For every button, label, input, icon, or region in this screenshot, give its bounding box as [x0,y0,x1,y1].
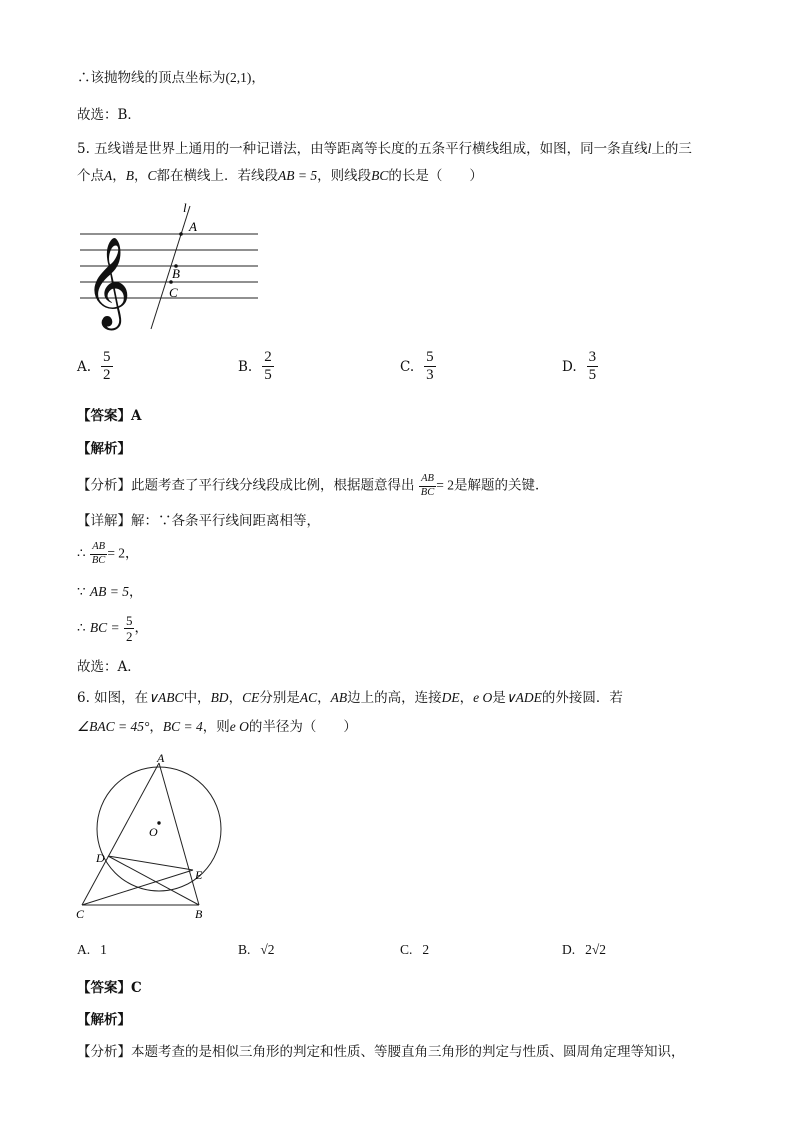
center-O [157,821,160,824]
fraction-5-2 [124,614,135,643]
math-var: BD [210,690,229,705]
math-var: C [147,168,157,183]
text: 6. 如图，在 [77,690,149,706]
circumcircle-O [97,767,221,891]
analysis-header-6: 【解析】 [77,1012,131,1028]
numerator: 5 [103,349,111,365]
detail-5: 【详解】解：∵各条平行线间距离相等， [77,513,320,529]
math-var: AB [330,690,348,705]
denominator: BC [91,554,106,566]
text-line: 故选：B． [77,107,141,123]
numerator: 2 [264,349,272,365]
math-expr: ∨ADE [505,690,542,705]
question-6-line-2 [77,717,357,737]
option-fraction [587,350,599,383]
text: 是解题的关键． [453,477,549,494]
q6-option-b[interactable] [238,942,275,958]
denominator: 3 [426,367,434,383]
text: ， [134,168,148,184]
option-fraction [262,350,274,383]
q6-option-d[interactable] [562,942,606,958]
text: ， [112,168,126,184]
math-expr: BC = [89,620,120,635]
numerator: AB [90,542,107,555]
text: ∵ [77,584,86,600]
math-expr: AB = 5 [278,168,318,183]
line-l [151,206,190,329]
option-label: A. [77,942,91,957]
q5-option-d[interactable] [562,350,598,383]
math-var: CE [242,690,260,705]
question-5-line-2 [77,166,483,186]
math-expr: ∨ABC [148,690,184,705]
analysis-header-5: 【解析】 [77,441,131,457]
answer-6: 【答案】C [77,980,142,996]
side-AB [159,763,199,905]
text: 的半径为（ ） [248,719,357,735]
label-A: A [157,751,165,765]
label-D: D [96,851,105,865]
label-B: B [195,907,203,921]
text: ， [149,719,163,735]
denominator: 5 [588,367,597,383]
option-label: C. [400,942,413,957]
label-O: O [149,825,158,839]
text: ∴该抛物线的顶点坐标为 [77,70,226,86]
q5-option-a[interactable] [77,350,113,383]
numerator: 3 [588,349,597,365]
label-C: C [169,285,178,300]
text: 上的三 [651,141,692,157]
q5-option-b[interactable] [238,350,274,383]
step-3 [77,614,148,643]
denominator: 2 [103,367,111,383]
math-var: e O [229,719,249,734]
question-5-line-1 [77,139,692,159]
math-expr: = 2 [436,477,454,493]
text: ，则 [202,719,230,735]
math-coord: (2,1) [225,70,252,85]
staff-figure [77,196,267,336]
step-2 [77,582,143,602]
option-label: A. [77,358,92,375]
math-var: B [125,168,134,183]
text: 5. 五线谱是世界上通用的一种记谱法，由等距离等长度的五条平行横线组成，如图，同一条直线 [77,141,648,157]
math-expr: ∠BAC = 45° [77,719,150,734]
text: 分别是 [259,690,300,706]
math-var: e O [473,690,493,705]
denominator: 2 [125,629,133,644]
option-value: √2 [260,942,275,957]
answer-5: 【答案】A [77,408,142,424]
text-line [77,68,265,88]
text: ， [129,584,143,600]
select-5: 故选：A． [77,659,141,675]
question-6-line-1 [77,688,623,708]
option-value: 2 [422,942,430,957]
math-expr: BC = 4 [162,719,203,734]
text: ，则线段 [317,168,372,184]
label-B: B [172,266,180,281]
point-A [179,232,183,236]
math-expr: = 2， [107,545,139,561]
text: 边上的高，连接 [347,690,442,706]
label-l: l [183,200,187,215]
numerator: 5 [426,349,434,365]
analysis-5 [77,474,548,498]
option-label: C. [400,358,415,375]
circle-figure [70,750,230,922]
text: ， [251,70,265,86]
q6-option-a[interactable] [77,942,107,958]
text: ∴ [77,545,86,562]
step-1 [77,542,139,566]
denominator: BC [420,486,435,498]
side-AC [82,763,159,905]
math-var: A [104,168,113,183]
q5-option-c[interactable] [400,350,436,383]
fraction-ab-bc [419,474,436,498]
option-label: B. [238,942,251,957]
text: 【分析】此题考查了平行线分线段成比例，根据题意得出 [77,477,415,494]
text: ， [317,690,331,706]
numerator: AB [419,474,436,487]
option-label: D. [562,358,577,375]
option-label: D. [562,942,576,957]
label-E: E [195,868,203,882]
text: 中， [183,690,211,706]
treble-clef-icon: 𝄞 [85,237,132,327]
option-value: 2√2 [585,942,607,957]
text: 是 [492,690,506,706]
math-var: DE [441,690,460,705]
denominator: 5 [264,367,272,383]
math-var: AC [299,690,318,705]
text: 个点 [77,168,104,184]
text: 的外接圆．若 [541,690,623,706]
text: ， [228,690,243,706]
text: 都在横线上．若线段 [156,168,279,184]
text: ∴ [77,620,86,636]
label-C: C [76,907,85,921]
label-A: A [189,219,197,234]
option-value: 1 [100,942,107,957]
fraction-ab-bc [90,542,107,566]
numerator: 5 [125,613,133,628]
option-fraction [101,350,113,383]
math-var: l [647,141,652,156]
text: ， [134,620,148,636]
math-var: BC [371,168,389,183]
math-expr: AB = 5 [89,584,129,599]
analysis-6: 【分析】本题考查的是相似三角形的判定和性质、等腰直角三角形的判定与性质、圆周角定理等知识， [77,1044,685,1060]
option-fraction [424,350,436,383]
text: ， [459,690,474,706]
option-label: B. [238,358,253,375]
text: 的长是（ ） [388,168,483,184]
q6-option-c[interactable] [400,942,429,958]
